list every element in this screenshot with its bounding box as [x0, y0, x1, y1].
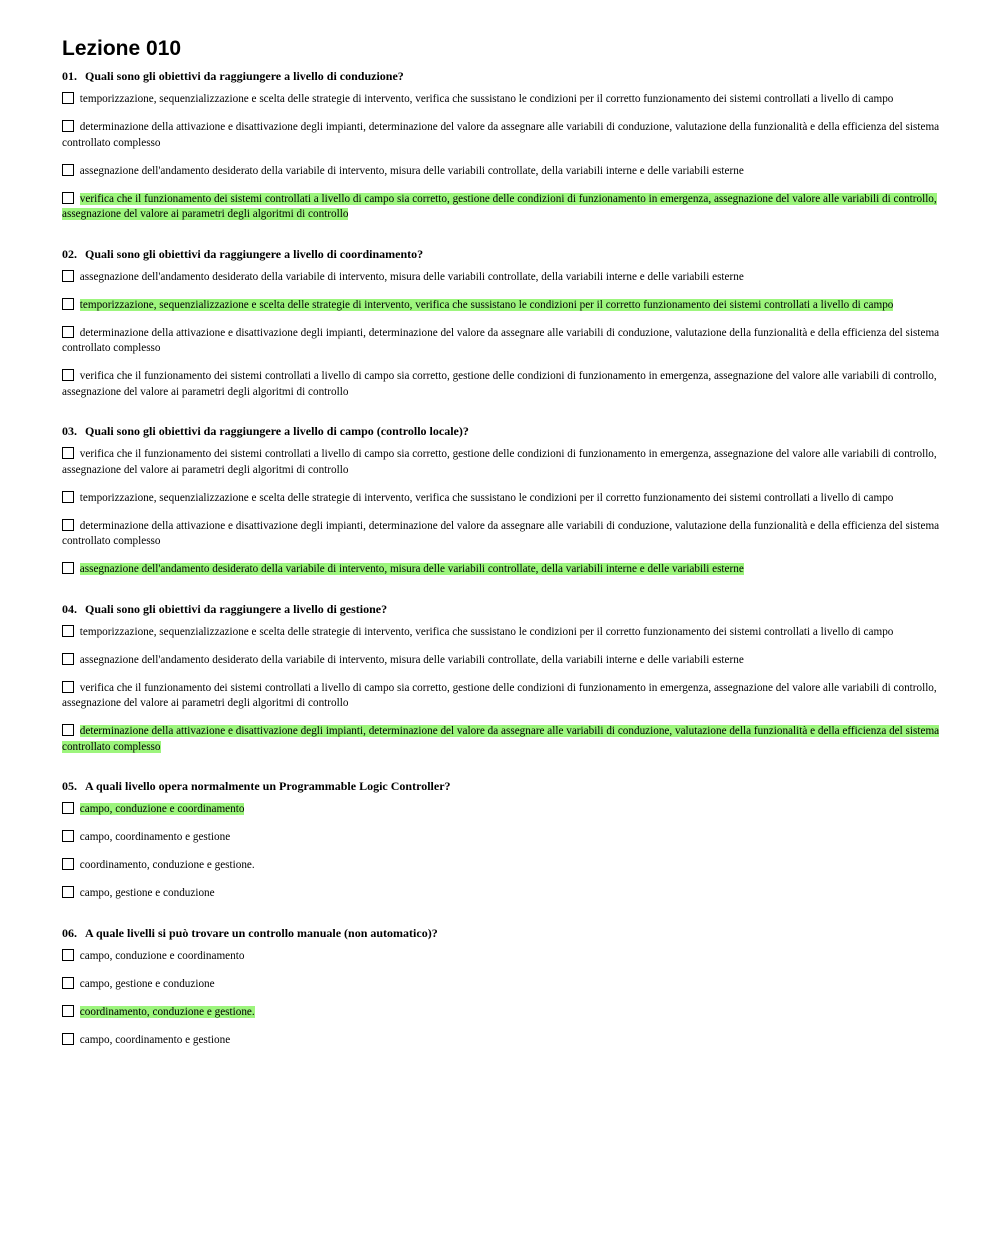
checkbox-icon[interactable]	[62, 977, 74, 989]
question-number: 06.	[62, 925, 77, 940]
question-number: 05.	[62, 779, 77, 793]
answer-option	[62, 192, 940, 223]
checkbox-icon[interactable]	[62, 519, 74, 531]
checkbox-icon[interactable]	[62, 447, 74, 459]
answer-option	[62, 92, 940, 108]
question-heading	[62, 779, 940, 794]
answer-option	[62, 830, 940, 846]
checkbox-icon[interactable]	[62, 298, 74, 310]
question-text: Quali sono gli obiettivi da raggiungere a livello di campo (controllo locale)?	[85, 424, 469, 438]
answer-text-highlighted: temporizzazione, sequenzializzazione e scelta delle strategie di intervento, verifica che sussistano le condizioni per il corretto funzionamento dei sistemi controllati a livello di campo	[79, 298, 894, 311]
answer-option	[62, 270, 940, 286]
question-block	[62, 424, 940, 578]
answer-text: campo, conduzione e coordinamento	[79, 949, 245, 962]
question-text: Quali sono gli obiettivi da raggiungere a livello di coordinamento?	[85, 246, 424, 261]
checkbox-icon[interactable]	[62, 120, 74, 132]
answer-text-highlighted: campo, conduzione e coordinamento	[79, 803, 245, 815]
checkbox-icon[interactable]	[62, 164, 74, 176]
checkbox-icon[interactable]	[62, 681, 74, 693]
question-heading	[62, 69, 940, 84]
answer-text: verifica che il funzionamento dei sistemi controllati a livello di campo sia corretto, gestione delle condizioni di funzionamento in emergenza, assegnazione del valore alle variabili di controllo, assegnazione del valore ai parametri degli algoritmi di controllo	[62, 370, 937, 398]
question-number: 03.	[62, 424, 77, 438]
answer-text-highlighted: assegnazione dell'andamento desiderato della variabile di intervento, misura delle variabili controllate, della variabili interne e delle variabili esterne	[79, 563, 744, 575]
answer-option	[62, 1033, 940, 1049]
answer-text: temporizzazione, sequenzializzazione e scelta delle strategie di intervento, verifica che sussistano le condizioni per il corretto funzionamento dei sistemi controllati a livello di campo	[79, 625, 894, 638]
answer-text-highlighted: determinazione della attivazione e disattivazione degli impianti, determinazione del valore da assegnare alle variabili di conduzione, valutazione della funzionalità e della efficienza del sistema controllato complesso	[62, 725, 940, 753]
checkbox-icon[interactable]	[62, 802, 74, 814]
checkbox-icon[interactable]	[62, 625, 74, 637]
checkbox-icon[interactable]	[62, 491, 74, 503]
answer-text: assegnazione dell'andamento desiderato della variabile di intervento, misura delle variabili controllate, della variabili interne e delle variabili esterne	[79, 653, 744, 666]
answer-text: temporizzazione, sequenzializzazione e scelta delle strategie di intervento, verifica che sussistano le condizioni per il corretto funzionamento dei sistemi controllati a livello di campo	[79, 93, 894, 105]
answer-text: campo, coordinamento e gestione	[79, 1033, 231, 1046]
answer-text: coordinamento, conduzione e gestione.	[79, 859, 255, 871]
answer-text-highlighted: coordinamento, conduzione e gestione.	[79, 1005, 255, 1018]
answer-option	[62, 1005, 940, 1021]
question-block	[62, 69, 940, 223]
answer-option	[62, 326, 940, 357]
answer-text: assegnazione dell'andamento desiderato della variabile di intervento, misura delle variabili controllate, della variabili interne e delle variabili esterne	[79, 270, 744, 283]
question-text: Quali sono gli obiettivi da raggiungere a livello di conduzione?	[85, 69, 404, 83]
question-text: A quale livelli si può trovare un controllo manuale (non automatico)?	[85, 925, 438, 940]
answer-option	[62, 858, 940, 874]
answer-option	[62, 369, 940, 400]
answer-option	[62, 447, 940, 478]
question-heading	[62, 247, 940, 262]
answer-text: campo, gestione e conduzione	[79, 887, 215, 899]
question-list	[62, 69, 940, 1048]
answer-text: verifica che il funzionamento dei sistemi controllati a livello di campo sia corretto, gestione delle condizioni di funzionamento in emergenza, assegnazione del valore alle variabili di controllo, assegnazione del valore ai parametri degli algoritmi di controllo	[62, 448, 937, 476]
answer-text: campo, coordinamento e gestione	[79, 831, 231, 843]
answer-text: assegnazione dell'andamento desiderato della variabile di intervento, misura delle variabili controllate, della variabili interne e delle variabili esterne	[79, 164, 744, 177]
answer-text: campo, gestione e conduzione	[79, 977, 215, 990]
question-number: 02.	[62, 246, 77, 261]
question-block	[62, 779, 940, 902]
answer-option	[62, 562, 940, 578]
answer-text: determinazione della attivazione e disattivazione degli impianti, determinazione del valore da assegnare alle variabili di conduzione, valutazione della funzionalità e della efficienza del sistema controllato complesso	[62, 121, 940, 149]
checkbox-icon[interactable]	[62, 1033, 74, 1045]
question-heading	[62, 602, 940, 617]
answer-option	[62, 949, 940, 965]
checkbox-icon[interactable]	[62, 724, 74, 736]
checkbox-icon[interactable]	[62, 1005, 74, 1017]
answer-text: determinazione della attivazione e disattivazione degli impianti, determinazione del valore da assegnare alle variabili di conduzione, valutazione della funzionalità e della efficienza del sistema controllato complesso	[62, 519, 940, 547]
question-block	[62, 926, 940, 1049]
checkbox-icon[interactable]	[62, 326, 74, 338]
answer-option	[62, 519, 940, 550]
page-title: Lezione 010	[62, 37, 182, 60]
checkbox-icon[interactable]	[62, 369, 74, 381]
checkbox-icon[interactable]	[62, 949, 74, 961]
answer-text: temporizzazione, sequenzializzazione e scelta delle strategie di intervento, verifica che sussistano le condizioni per il corretto funzionamento dei sistemi controllati a livello di campo	[79, 491, 894, 504]
answer-option	[62, 724, 940, 755]
answer-option	[62, 120, 940, 151]
answer-option	[62, 681, 940, 712]
answer-option	[62, 977, 940, 993]
checkbox-icon[interactable]	[62, 653, 74, 665]
checkbox-icon[interactable]	[62, 192, 74, 204]
answer-option	[62, 625, 940, 641]
checkbox-icon[interactable]	[62, 270, 74, 282]
question-text: A quali livello opera normalmente un Programmable Logic Controller?	[85, 779, 451, 793]
question-heading	[62, 424, 940, 439]
answer-option	[62, 802, 940, 818]
answer-option	[62, 491, 940, 507]
answer-option	[62, 298, 940, 314]
checkbox-icon[interactable]	[62, 858, 74, 870]
answer-option	[62, 886, 940, 902]
checkbox-icon[interactable]	[62, 886, 74, 898]
answer-text-highlighted: verifica che il funzionamento dei sistemi controllati a livello di campo sia corretto, gestione delle condizioni di funzionamento in emergenza, assegnazione del valore alle variabili di controllo, assegnazione del valore ai parametri degli algoritmi di controllo	[62, 192, 937, 220]
answer-text: verifica che il funzionamento dei sistemi controllati a livello di campo sia corretto, gestione delle condizioni di funzionamento in emergenza, assegnazione del valore alle variabili di controllo, assegnazione del valore ai parametri degli algoritmi di controllo	[62, 681, 937, 709]
question-block	[62, 602, 940, 756]
question-block	[62, 247, 940, 401]
checkbox-icon[interactable]	[62, 830, 74, 842]
question-number: 04.	[62, 601, 77, 616]
checkbox-icon[interactable]	[62, 92, 74, 104]
answer-option	[62, 653, 940, 669]
answer-text: determinazione della attivazione e disattivazione degli impianti, determinazione del valore da assegnare alle variabili di conduzione, valutazione della funzionalità e della efficienza del sistema controllato complesso	[62, 326, 940, 354]
question-number: 01.	[62, 69, 77, 83]
question-text: Quali sono gli obiettivi da raggiungere a livello di gestione?	[85, 601, 388, 616]
checkbox-icon[interactable]	[62, 562, 74, 574]
answer-option	[62, 164, 940, 180]
document-page	[62, 36, 940, 1072]
question-heading	[62, 926, 940, 941]
